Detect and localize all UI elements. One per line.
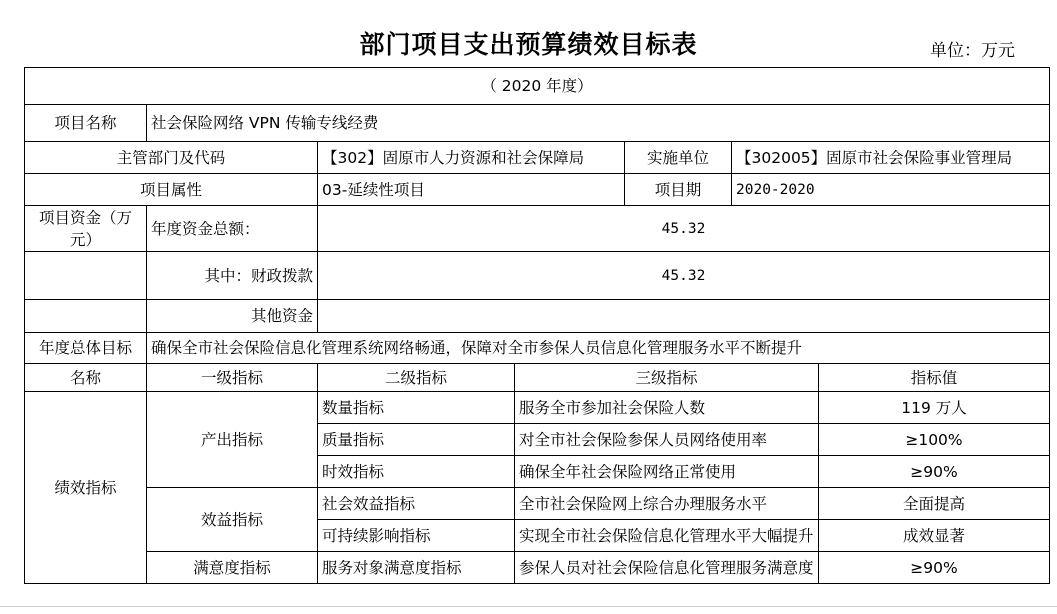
annual-goal-value: 确保全市社会保险信息化管理系统网络畅通，保障对全市参保人员信息化管理服务水平不断提升 <box>147 333 1050 364</box>
performance-indicator-label: 绩效指标 <box>25 392 147 584</box>
level3-indicator: 全市社会保险网上综合办理服务水平 <box>515 488 819 520</box>
funds-label-continuation-2 <box>25 300 147 333</box>
indicator-value: ≥90% <box>819 552 1050 584</box>
level2-indicator: 社会效益指标 <box>318 488 515 520</box>
indicator-header-row <box>25 364 1050 392</box>
satisfaction-indicator-label: 满意度指标 <box>147 552 318 584</box>
level2-indicator: 数量指标 <box>318 392 515 424</box>
project-attribute-label: 项目属性 <box>25 174 318 206</box>
annual-total-value: 45.32 <box>318 206 1050 252</box>
unit-label: 单位：万元 <box>930 41 1015 61</box>
level2-indicator: 服务对象满意度指标 <box>318 552 515 584</box>
funds-label-continuation <box>25 252 147 300</box>
department-label: 主管部门及代码 <box>25 142 318 174</box>
indicator-row <box>25 488 1050 520</box>
year-row <box>25 68 1050 105</box>
level2-indicator: 可持续影响指标 <box>318 520 515 552</box>
other-funds-value <box>318 300 1050 333</box>
indicator-value: 成效显著 <box>819 520 1050 552</box>
annual-goal-label: 年度总体目标 <box>25 333 147 364</box>
indicator-value: 119 万人 <box>819 392 1050 424</box>
annual-funds-row <box>25 206 1050 252</box>
fiscal-funds-row <box>25 252 1050 300</box>
header-level2: 二级指标 <box>318 364 515 392</box>
level3-indicator: 确保全年社会保险网络正常使用 <box>515 456 819 488</box>
project-name-label: 项目名称 <box>25 105 147 142</box>
level3-indicator: 参保人员对社会保险信息化管理服务满意度 <box>515 552 819 584</box>
level3-indicator: 服务全市参加社会保险人数 <box>515 392 819 424</box>
year-cell: （ 2020 年度） <box>25 68 1050 105</box>
benefit-indicator-label: 效益指标 <box>147 488 318 552</box>
page-title: 部门项目支出预算绩效目标表 <box>359 30 698 59</box>
sheet-edge-line <box>0 606 1057 607</box>
funds-label: 项目资金（万元） <box>25 206 147 252</box>
indicator-row <box>25 392 1050 424</box>
department-value: 【302】固原市人力资源和社会保障局 <box>318 142 625 174</box>
attribute-row <box>25 174 1050 206</box>
fiscal-funds-label: 其中：财政拨款 <box>147 252 318 300</box>
header-value: 指标值 <box>819 364 1050 392</box>
project-name-value: 社会保险网络 VPN 传输专线经费 <box>147 105 1050 142</box>
budget-performance-table <box>24 67 1050 584</box>
implementing-unit-value: 【302005】固原市社会保险事业管理局 <box>732 142 1050 174</box>
implementing-unit-label: 实施单位 <box>625 142 732 174</box>
level2-indicator: 时效指标 <box>318 456 515 488</box>
indicator-value: ≥100% <box>819 424 1050 456</box>
indicator-row <box>25 552 1050 584</box>
output-indicator-label: 产出指标 <box>147 392 318 488</box>
project-period-label: 项目期 <box>625 174 732 206</box>
project-name-row <box>25 105 1050 142</box>
annual-total-label: 年度资金总额： <box>147 206 318 252</box>
other-funds-row <box>25 300 1050 333</box>
project-attribute-value: 03-延续性项目 <box>318 174 625 206</box>
level2-indicator: 质量指标 <box>318 424 515 456</box>
header-name: 名称 <box>25 364 147 392</box>
department-row <box>25 142 1050 174</box>
other-funds-label: 其他资金 <box>147 300 318 333</box>
level3-indicator: 对全市社会保险参保人员网络使用率 <box>515 424 819 456</box>
level3-indicator: 实现全市社会保险信息化管理水平大幅提升 <box>515 520 819 552</box>
project-period-value: 2020-2020 <box>732 174 1050 206</box>
header-level3: 三级指标 <box>515 364 819 392</box>
indicator-value: 全面提高 <box>819 488 1050 520</box>
header-level1: 一级指标 <box>147 364 318 392</box>
annual-goal-row <box>25 333 1050 364</box>
indicator-value: ≥90% <box>819 456 1050 488</box>
fiscal-funds-value: 45.32 <box>318 252 1050 300</box>
